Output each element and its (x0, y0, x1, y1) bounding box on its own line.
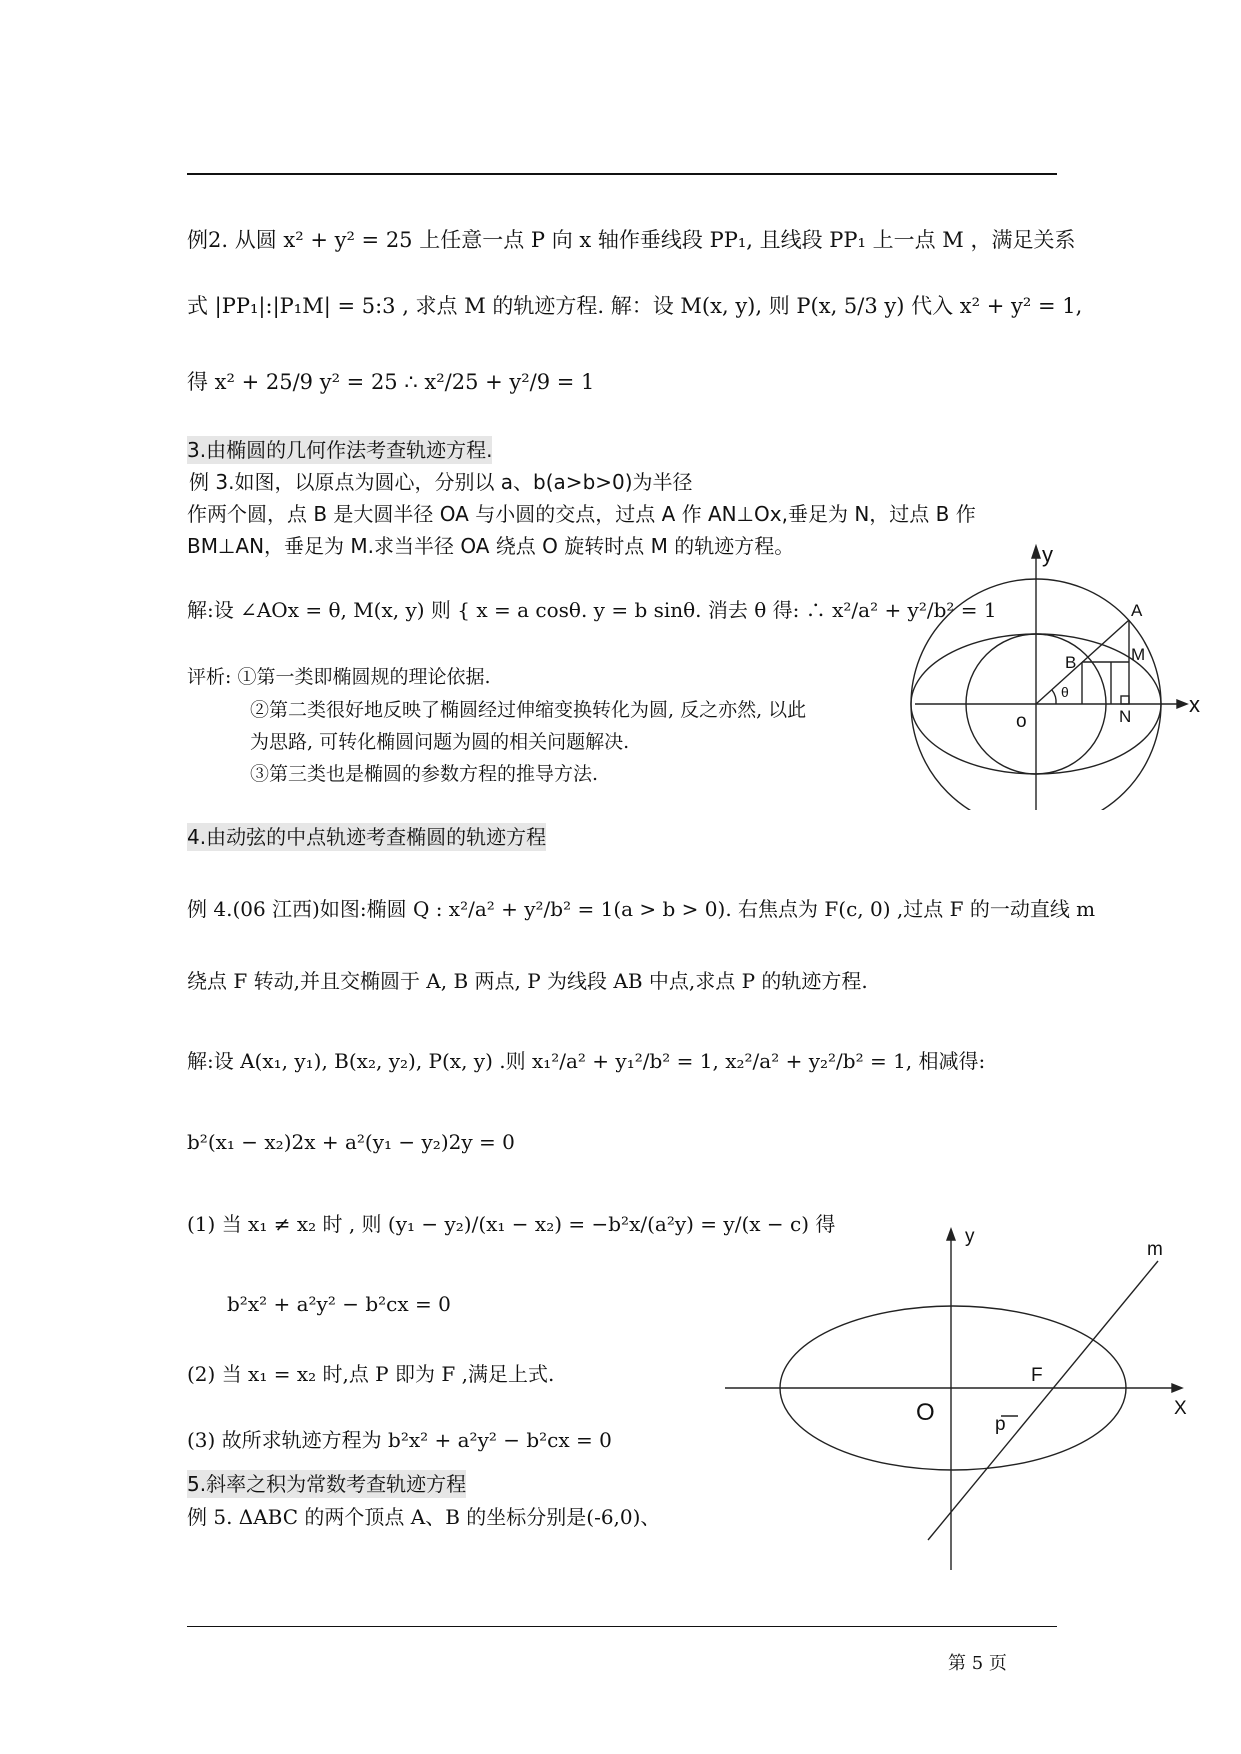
fig2-label-O: O (916, 1399, 935, 1426)
fig1-label-x: x (1189, 692, 1200, 717)
fig1-angle-arc (1052, 690, 1056, 704)
section3-heading: 3.由椭圆的几何作法考查轨迹方程. (187, 438, 493, 462)
fig1-label-M: M (1131, 645, 1146, 664)
example4-case1-result: b²x² + a²y² − b²cx = 0 (227, 1292, 451, 1316)
fig2-label-m: m (1147, 1239, 1163, 1260)
example4-solution-line2: b²(x₁ − x₂)2x + a²(y₁ − y₂)2y = 0 (187, 1130, 515, 1154)
example4-case1: (1) 当 x₁ ≠ x₂ 时 , 则 (y₁ − y₂)/(x₁ − x₂) = −b²x/(a²y) = y/(x − c) 得 (187, 1212, 836, 1236)
example3-line2: 作两个圆，点 B 是大圆半径 OA 与小圆的交点，过点 A 作 AN⊥Ox,垂足为 N，过点 B 作 (187, 502, 976, 526)
section4-heading: 4.由动弦的中点轨迹考查椭圆的轨迹方程 (187, 825, 547, 849)
example2-line3: 得 x² + 25/9 y² = 25 ∴ x²/25 + y²/9 = 1 (187, 370, 595, 394)
example3-solution: 解:设 ∠AOx = θ, M(x, y) 则 { x = a cosθ. y = b sinθ. 消去 θ 得: ∴ x²/a² + y²/b² = 1 (187, 598, 997, 622)
example4-case2: (2) 当 x₁ = x₂ 时,点 P 即为 F ,满足上式. (187, 1362, 555, 1386)
fig1-x-arrow (1177, 700, 1187, 708)
example3-line1: 例 3.如图，以原点为圆心，分别以 a、b(a>b>0)为半径 (189, 470, 693, 494)
fig2-label-F: F (1031, 1365, 1043, 1386)
example4-solution-line1: 解:设 A(x₁, y₁), B(x₂, y₂), P(x, y) .则 x₁²/a² + y₁²/b² = 1, x₂²/a² + y₂²/b² = 1, 相减得: (187, 1049, 986, 1073)
page-number: 第 5 页 (948, 1653, 1007, 1674)
fig1-y-arrow (1032, 546, 1040, 558)
section5-heading: 5.斜率之积为常数考查轨迹方程 (187, 1472, 467, 1496)
example4-line1: 例 4.(06 江西)如图:椭圆 Q : x²/a² + y²/b² = 1(a > b > 0). 右焦点为 F(c, 0) ,过点 F 的一动直线 m (187, 897, 1096, 921)
example5-line1: 例 5. ΔABC 的两个顶点 A、B 的坐标分别是(-6,0)、 (187, 1505, 661, 1529)
fig2-y-arrow (947, 1229, 955, 1240)
fig2-x-arrow (1172, 1384, 1182, 1392)
example2-line1: 例2. 从圆 x² + y² = 25 上任意一点 P 向 x 轴作垂线段 PP₁, 且线段 PP₁ 上一点 M ，满足关系 (187, 228, 1076, 252)
header-rule (187, 173, 1057, 175)
fig1-label-A: A (1131, 601, 1143, 620)
comment-line3: 为思路, 可转化椭圆问题为圆的相关问题解决. (250, 731, 630, 753)
fig2-label-p: p (995, 1414, 1006, 1435)
example4-line2: 绕点 F 转动,并且交椭圆于 A, B 两点, P 为线段 AB 中点,求点 P 的轨迹方程. (187, 969, 868, 993)
fig1-label-theta: θ (1061, 684, 1069, 700)
fig2-label-y: y (965, 1226, 975, 1247)
fig1-label-y: y (1042, 542, 1053, 567)
figure2-ellipse-chord (720, 1220, 1190, 1570)
example3-line3: BM⊥AN，垂足为 M.求当半径 OA 绕点 O 旋转时点 M 的轨迹方程。 (187, 534, 795, 558)
fig1-label-B: B (1065, 653, 1077, 672)
footer-rule (187, 1626, 1057, 1627)
fig1-label-O: o (1016, 711, 1027, 732)
figure1-ellipse-construction (905, 540, 1205, 810)
example2-line2: 式 |PP₁|:|P₁M| = 5:3 , 求点 M 的轨迹方程. 解：设 M(x, y), 则 P(x, 5/3 y) 代入 x² + y² = 1, (187, 294, 1083, 318)
comment-line1: 评析: ①第一类即椭圆规的理论依据. (187, 666, 491, 688)
fig1-right-angle (1121, 696, 1129, 704)
comment-line2: ②第二类很好地反映了椭圆经过伸缩变换转化为圆, 反之亦然, 以此 (250, 699, 807, 721)
fig1-label-N: N (1119, 707, 1132, 726)
comment-line4: ③第三类也是椭圆的参数方程的推导方法. (250, 763, 599, 785)
example4-case3: (3) 故所求轨迹方程为 b²x² + a²y² − b²cx = 0 (187, 1428, 612, 1452)
fig2-label-X: X (1174, 1398, 1187, 1419)
